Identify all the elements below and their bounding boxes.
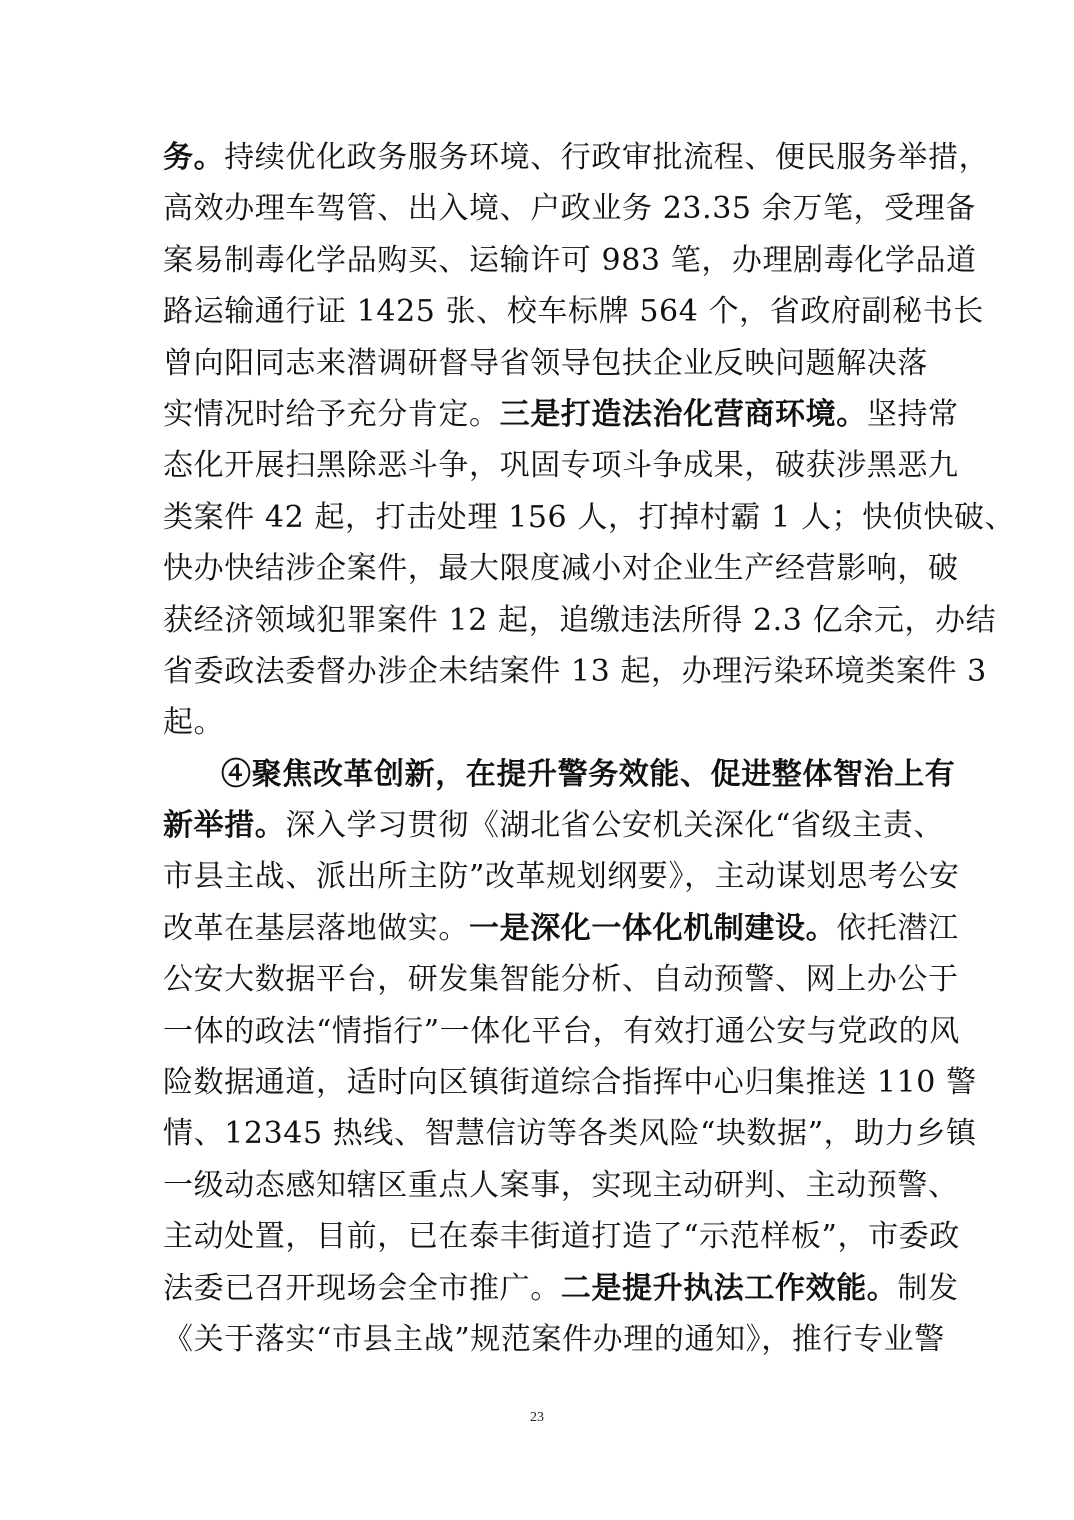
text-segment: 主动处置，目前，已在泰丰街道打造了“示范样板”，市委政 (163, 1219, 960, 1255)
text-segment: 实情况时给予充分肯定。 (163, 396, 500, 432)
bold-text-segment: 三是打造法治化营商环境。 (499, 396, 867, 432)
text-line (163, 595, 997, 646)
text-segment: 一级动态感知辖区重点人案事，实现主动研判、主动预警、 (163, 1167, 959, 1203)
text-line (163, 1108, 977, 1159)
text-line (163, 903, 959, 954)
text-segment: 坚持常 (866, 396, 959, 432)
bold-text-segment: ④聚焦改革创新，在提升警务效能、促进整体智治上有 (221, 756, 956, 792)
text-segment: 《关于落实“市县主战”规范案件办理的通知》，推行专业警 (163, 1321, 945, 1357)
bold-text-segment: 新举措。 (163, 808, 286, 844)
text-line (163, 338, 928, 389)
text-segment: 深入学习贯彻《湖北省公安机关深化“省级主责、 (285, 808, 944, 844)
text-line (163, 1263, 959, 1314)
text-line (163, 1160, 959, 1211)
text-line (163, 440, 959, 491)
page-number: 23 (530, 1410, 544, 1425)
text-segment: 路运输通行证 1425 张、校车标牌 564 个，省政府副秘书长 (163, 294, 984, 330)
text-segment: 情、12345 热线、智慧信访等各类风险“块数据”，助力乡镇 (163, 1116, 977, 1152)
text-segment: 法委已召开现场会全市推广。 (163, 1270, 561, 1306)
bold-text-segment: 务。 (163, 140, 225, 175)
text-segment: 快办快结涉企案件，最大限度减小对企业生产经营影响，破 (163, 551, 959, 587)
text-segment: 起。 (163, 705, 225, 741)
text-segment: 省委政法委督办涉企未结案件 13 起，办理污染环境类案件 3 (163, 653, 987, 689)
text-line (163, 543, 959, 594)
text-line (163, 954, 959, 1005)
body-text (163, 132, 1016, 1365)
text-line (163, 851, 960, 902)
text-segment: 态化开展扫黑除恶斗争，巩固专项斗争成果，破获涉黑恶九 (163, 448, 959, 484)
text-line (163, 697, 915, 748)
text-segment: 改革在基层落地做实。 (163, 910, 469, 946)
text-segment: 曾向阳同志来潜调研督导省领导包扶企业反映问题解决落 (163, 345, 928, 381)
text-segment: 获经济领域犯罪案件 12 起，追缴违法所得 2.3 亿余元，办结 (163, 602, 997, 638)
text-line (163, 492, 1016, 543)
text-segment: 险数据通道，适时向区镇街道综合指挥中心归集推送 110 警 (163, 1065, 977, 1101)
text-segment: 案易制毒化学品购买、运输许可 983 笔，办理剧毒化学品道 (163, 242, 977, 278)
text-segment: 类案件 42 起，打击处理 156 人，打掉村霸 1 人；快侦快破、 (163, 499, 1016, 535)
text-segment: 高效办理车驾管、出入境、户政业务 23.35 余万笔，受理备 (163, 191, 976, 227)
text-segment: 一体的政法“情指行”一体化平台，有效打通公安与党政的风 (163, 1013, 960, 1049)
text-line (163, 646, 987, 697)
bold-text-segment: 一是深化一体化机制建设。 (469, 910, 837, 946)
text-line (163, 235, 977, 286)
text-segment: 依托潜江 (836, 910, 959, 946)
text-line (163, 132, 990, 183)
text-segment: 公安大数据平台，研发集智能分析、自动预警、网上办公于 (163, 962, 959, 998)
text-line (163, 389, 959, 440)
text-line (163, 1006, 960, 1057)
text-line (163, 800, 944, 851)
text-line (163, 749, 956, 800)
text-segment: 制发 (897, 1270, 959, 1306)
text-segment: 持续优化政务服务环境、行政审批流程、便民服务举措， (224, 140, 990, 175)
text-line (163, 1314, 945, 1365)
text-line (163, 183, 976, 234)
text-line (163, 1057, 977, 1108)
text-line (163, 286, 984, 337)
text-segment: 市县主战、派出所主防”改革规划纲要》，主动谋划思考公安 (163, 859, 960, 895)
bold-text-segment: 二是提升执法工作效能。 (560, 1270, 898, 1306)
text-line (163, 1211, 960, 1262)
